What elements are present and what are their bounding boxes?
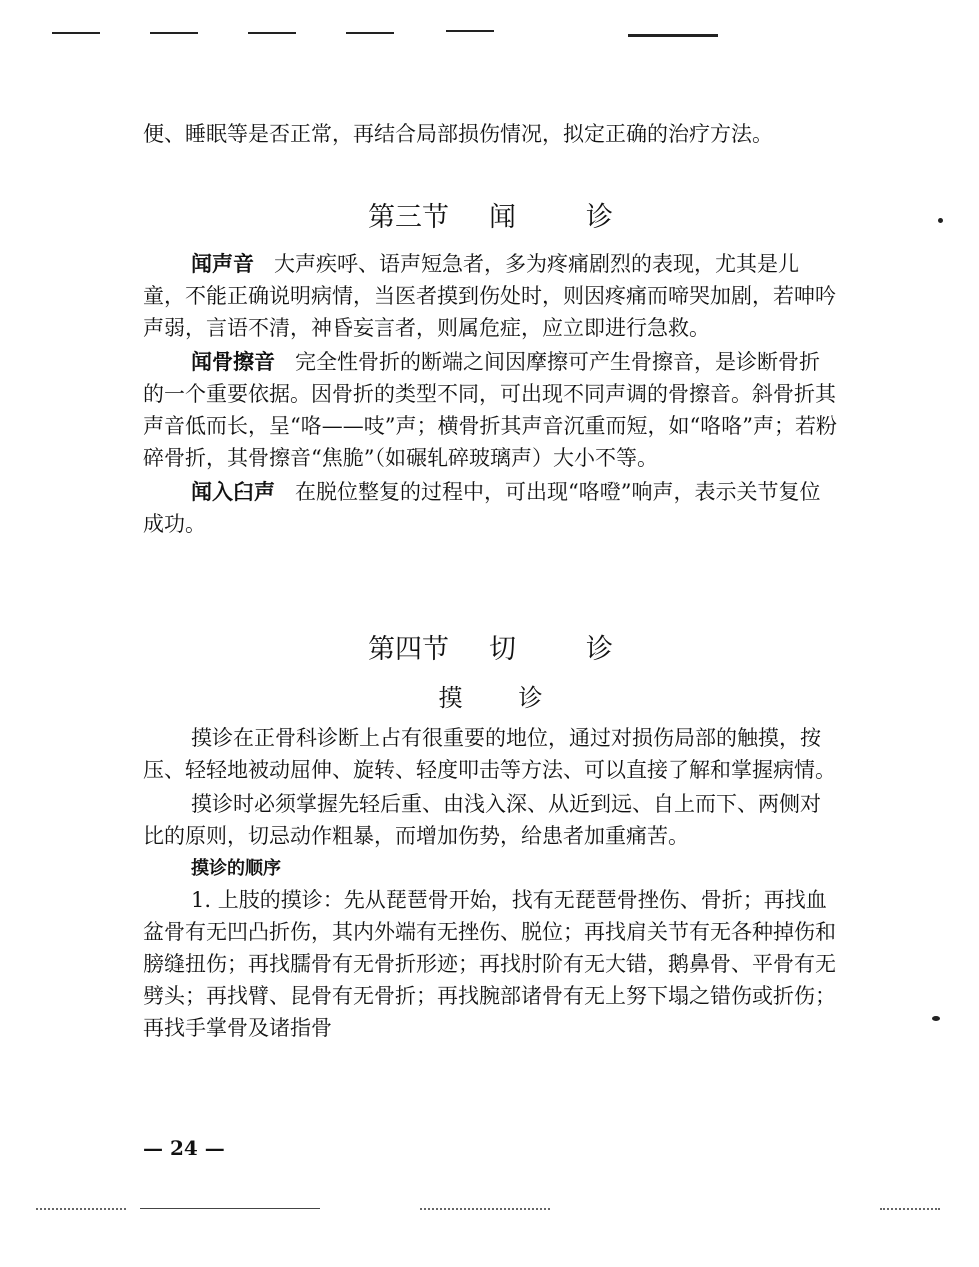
paragraph-joint-reduction — [143, 476, 838, 540]
scan-mark — [346, 32, 394, 34]
term-joint-reduction: 闻入臼声 — [191, 480, 275, 504]
section-3-number: 第三节 — [368, 202, 449, 233]
scan-edge-noise — [880, 1208, 940, 1212]
paragraph-listen-voice — [143, 248, 838, 344]
scan-edge-noise — [420, 1208, 550, 1212]
scan-speck — [938, 218, 943, 223]
scan-speck — [932, 1016, 940, 1021]
page-number: — 24 — — [143, 1136, 225, 1160]
subsection-heading — [143, 680, 838, 716]
palpation-order-heading: 摸诊的顺序 — [191, 858, 281, 879]
continuation-text: 便、睡眠等是否正常，再结合局部损伤情况，拟定正确的治疗方法。 — [143, 122, 773, 146]
scan-edge-noise — [140, 1208, 320, 1211]
section-3-title-b: 诊 — [586, 202, 613, 233]
section-4-number: 第四节 — [368, 634, 449, 665]
section-4-title-a: 切 — [489, 634, 516, 665]
paragraph-bone-crepitus — [143, 346, 838, 474]
paragraph-palpation-importance: 摸诊在正骨科诊断上占有很重要的地位，通过对损伤局部的触摸，按压、轻轻地被动屈伸、旋转、轻度叩击等方法、可以直接了解和掌握病情。 — [143, 726, 836, 782]
subsection-title-b: 诊 — [518, 684, 543, 712]
term-listen-voice: 闻声音 — [191, 252, 254, 276]
scan-mark — [248, 32, 296, 34]
scan-mark — [446, 30, 494, 32]
scan-mark — [52, 32, 100, 34]
section-4-title-b: 诊 — [586, 634, 613, 665]
subsection-title-a: 摸 — [438, 684, 463, 712]
term-bone-crepitus: 闻骨擦音 — [191, 350, 275, 374]
scan-edge-noise — [36, 1208, 126, 1212]
section-3-heading — [143, 198, 838, 238]
section-4 — [143, 630, 838, 1044]
section-4-heading — [143, 630, 838, 670]
section-3 — [143, 198, 838, 540]
scan-mark — [628, 34, 718, 37]
paragraph-palpation-principles: 摸诊时必须掌握先轻后重、由浅入深、从近到远、自上而下、两侧对比的原则，切忌动作粗暴，而增加伤势，给患者加重痛苦。 — [143, 792, 821, 848]
continuation-paragraph — [143, 118, 838, 150]
paragraph-upper-limb: 1. 上肢的摸诊：先从琵琶骨开始，找有无琵琶骨挫伤、骨折；再找血盆骨有无凹凸折伤，其内外端有无挫伤、脱位；再找肩关节有无各种掉伤和膀缝扭伤；再找臑骨有无骨折形迹；再找肘阶有无大错，鹅鼻骨、平骨有无劈头；再找臂、昆骨有无骨折；再找腕部诸骨有无上努下塌之错伤或折伤；再找手掌骨及诸指骨 — [143, 888, 836, 1040]
section-3-title-a: 闻 — [489, 202, 516, 233]
paragraph-bone-crepitus-text: 完全性骨折的断端之间因摩擦可产生骨擦音，是诊断骨折的一个重要依据。因骨折的类型不同，可出现不同声调的骨擦音。斜骨折其声音低而长，呈“咯——吱”声；横骨折其声音沉重而短，如“咯咯”声；若粉碎骨折，其骨擦音“焦脆”（如碾轧碎玻璃声）大小不等。 — [143, 350, 837, 470]
scan-mark — [150, 32, 198, 34]
paragraph-joint-reduction-text: 在脱位整复的过程中，可出现“咯噔”响声，表示关节复位成功。 — [143, 480, 821, 536]
paragraph-listen-voice-text: 大声疾呼、语声短急者，多为疼痛剧烈的表现，尤其是儿童，不能正确说明病情，当医者摸到伤处时，则因疼痛而啼哭加剧，若呻吟声弱，言语不清，神昏妄言者，则属危症，应立即进行急救。 — [143, 252, 836, 340]
